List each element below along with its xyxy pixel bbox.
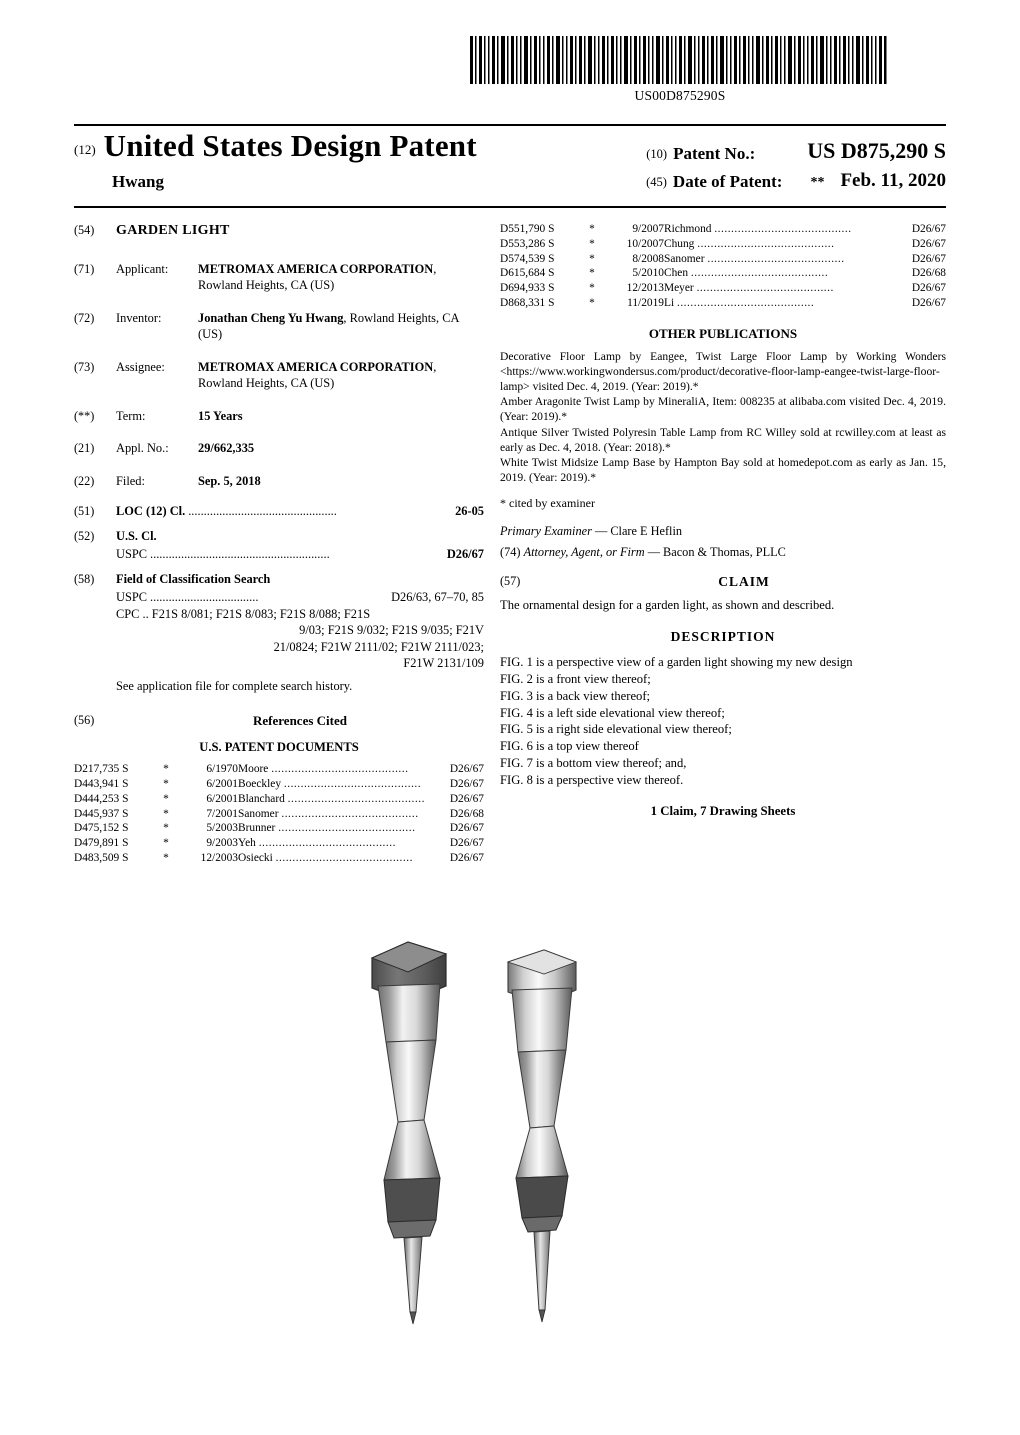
us-patent-documents-heading: U.S. PATENT DOCUMENTS (199, 740, 359, 755)
field-classification-search (74, 571, 484, 695)
cite-star: * (163, 837, 169, 850)
primary-examiner-name: — Clare E Heflin (594, 523, 683, 538)
field-references-cited (74, 712, 484, 729)
applicant-name: METROMAX AMERICA CORPORATION (198, 261, 434, 276)
uspc-value: D26/67 (446, 547, 484, 562)
field-filed-label: Filed: (116, 473, 145, 488)
description-line: FIG. 6 is a top view thereof (500, 739, 639, 754)
cite-patent-number: D444,253 S (74, 792, 129, 805)
cited-by-examiner-note: * cited by examiner (500, 495, 595, 510)
table-row (500, 281, 946, 296)
inventor-name: Jonathan Cheng Yu Hwang (198, 310, 344, 325)
appl-no-value: 29/662,335 (198, 441, 255, 456)
loc-dot-leader: ................................................ (188, 504, 337, 519)
date-label: Date of Patent: (672, 172, 783, 191)
claim-text: The ornamental design for a garden light, as shown and described. (500, 598, 835, 613)
cite-date: 6/2001 (206, 777, 238, 790)
attorney-number: (74) (500, 545, 521, 560)
cite-patent-number: D615,684 S (500, 267, 555, 280)
cite-name: Li ......................................... (664, 297, 815, 310)
cite-patent-number: D553,286 S (500, 237, 555, 250)
table-row (74, 821, 484, 836)
cite-patent-number: D483,509 S (74, 852, 129, 865)
cite-patent-number: D479,891 S (74, 837, 129, 850)
other-publications-heading: OTHER PUBLICATIONS (648, 325, 798, 341)
left-column (74, 222, 484, 866)
cite-date: 5/2003 (206, 822, 238, 835)
cite-class: D26/67 (449, 837, 484, 850)
right-column (500, 222, 946, 820)
loc-value: 26-05 (455, 504, 484, 519)
table-row (74, 836, 484, 851)
header-kind-code: (12) (74, 142, 96, 157)
cite-date: 6/2001 (206, 792, 238, 805)
term-stars: ** (810, 175, 825, 190)
barcode-image (470, 36, 890, 84)
description-line: FIG. 1 is a perspective view of a garden light showing my new design (500, 654, 853, 669)
field-inventor-number: (72) (74, 310, 95, 325)
attorney-line (500, 544, 946, 560)
date-code: (45) (646, 175, 667, 189)
cite-class: D26/67 (911, 237, 946, 250)
garden-light-figures (300, 920, 720, 1340)
fcs-label: Field of Classification Search (116, 571, 271, 586)
cite-patent-number: D694,933 S (500, 282, 555, 295)
cite-class: D26/68 (449, 807, 484, 820)
description-line: FIG. 5 is a right side elevational view thereof; (500, 722, 732, 737)
cite-date: 12/2003 (200, 852, 238, 865)
description-line: FIG. 7 is a bottom view thereof; and, (500, 756, 687, 771)
barcode-number: US00D875290S (634, 88, 726, 103)
cite-name: Boeckley ......................................... (238, 777, 422, 790)
figure-right (508, 950, 576, 1322)
table-row (74, 762, 484, 777)
cite-class: D26/67 (911, 223, 946, 235)
fcs-cpc-line-4: F21W 2131/109 (403, 656, 484, 671)
cite-name: Blanchard ......................................... (238, 792, 425, 805)
patent-number-value: US D875,290 S (807, 138, 946, 163)
cite-name: Meyer ......................................... (664, 282, 834, 295)
patent-number-code: (10) (646, 147, 668, 161)
field-inventor-label: Inventor: (116, 310, 162, 325)
field-refs-number: (56) (74, 713, 95, 728)
applicant-address: , Rowland Heights, CA (US) (198, 261, 437, 293)
cite-star: * (589, 282, 595, 295)
header-inventor-surname: Hwang (112, 172, 164, 191)
cite-class: D26/67 (449, 792, 484, 805)
field-assignee-number: (73) (74, 359, 95, 374)
table-row (74, 792, 484, 807)
cite-class: D26/67 (449, 763, 484, 776)
us-patent-documents-table (74, 762, 484, 866)
cite-star: * (163, 792, 169, 805)
cite-star: * (163, 822, 169, 835)
us-cl-label: U.S. Cl. (116, 528, 157, 543)
cite-name: Sanomer ......................................... (664, 252, 845, 265)
field-assignee (74, 359, 484, 392)
field-loc-class (74, 503, 484, 520)
cite-class: D26/67 (449, 777, 484, 790)
claims-sheets-count: 1 Claim, 7 Drawing Sheets (650, 803, 796, 818)
other-publications-list (500, 350, 946, 485)
figure-left (372, 942, 446, 1324)
cite-name: Yeh ......................................... (238, 837, 396, 850)
cite-date: 11/2019 (627, 297, 664, 310)
page-title: United States Design Patent (103, 128, 477, 163)
table-row (74, 807, 484, 822)
cite-name: Chung ......................................... (664, 237, 835, 250)
uspc-dot-leader: .......................................................... (150, 547, 330, 562)
field-appl-no-number: (21) (74, 441, 95, 456)
table-row (74, 851, 484, 866)
other-publication-entry: Amber Aragonite Twist Lamp by MineraliA, Item: 008235 at alibaba.com visited Dec. 4, 2019. (Year: 2019).* (500, 395, 946, 424)
inventor-address: , Rowland Heights, CA (US) (198, 310, 459, 342)
fcs-cpc-line-2: 9/03; F21S 9/032; F21S 9/035; F21V (299, 623, 484, 638)
cite-star: * (163, 807, 169, 820)
cite-date: 7/2001 (206, 807, 238, 820)
date-value: Feb. 11, 2020 (840, 170, 946, 191)
claim-heading-row (500, 573, 946, 591)
header-bottom-rule (74, 206, 946, 208)
cite-date: 6/1970 (206, 763, 238, 776)
field-loc-number: (51) (74, 504, 95, 519)
cite-star: * (163, 777, 169, 790)
fcs-cpc-line-1: CPC .. F21S 8/081; F21S 8/083; F21S 8/088; F21S (116, 606, 371, 621)
attorney-label: Attorney, Agent, or Firm (523, 545, 645, 560)
other-publication-entry: White Twist Midsize Lamp Base by Hampton Bay sold at homedepot.com as early as Jan. 15, 2019. (Year: 2019).* (500, 456, 946, 484)
cite-date: 9/2007 (632, 223, 664, 235)
barcode-block (470, 36, 890, 104)
cite-patent-number: D475,152 S (74, 822, 129, 835)
field-assignee-label: Assignee: (116, 359, 165, 374)
cite-name: Moore ......................................... (238, 763, 409, 776)
invention-title: GARDEN LIGHT (116, 223, 230, 238)
cite-patent-number: D217,735 S (74, 763, 129, 776)
field-us-cl (74, 528, 484, 563)
description-line: FIG. 3 is a back view thereof; (500, 688, 651, 703)
field-applicant-number: (71) (74, 261, 95, 276)
cite-date: 8/2008 (632, 252, 664, 265)
primary-examiner (500, 523, 946, 539)
cite-star: * (589, 252, 595, 265)
cite-star: * (589, 223, 595, 235)
field-applicant-label: Applicant: (116, 261, 169, 276)
fcs-uspc-dot-leader: ................................... (150, 590, 259, 605)
cite-patent-number: D551,790 S (500, 223, 555, 235)
field-title-number: (54) (74, 223, 95, 237)
cite-patent-number: D443,941 S (74, 777, 129, 790)
cite-date: 5/2010 (632, 267, 664, 280)
cite-class: D26/67 (449, 822, 484, 835)
description-line: FIG. 8 is a perspective view thereof. (500, 773, 684, 787)
field-us-cl-number: (52) (74, 528, 95, 543)
cite-class: D26/67 (911, 297, 946, 310)
patent-number-label: Patent No.: (673, 144, 756, 163)
description-heading: DESCRIPTION (670, 628, 776, 644)
references-cited-heading: References Cited (253, 713, 347, 729)
cite-name: Brunner ......................................... (238, 822, 416, 835)
cite-star: * (589, 237, 595, 250)
fcs-note: See application file for complete search history. (116, 678, 353, 693)
attorney-name: — Bacon & Thomas, PLLC (647, 545, 786, 560)
cite-date: 12/2013 (626, 282, 664, 295)
assignee-address: , Rowland Heights, CA (US) (198, 359, 437, 391)
description-line: FIG. 2 is a front view thereof; (500, 671, 651, 686)
cite-name: Chen ......................................... (664, 267, 829, 280)
field-filed-number: (22) (74, 473, 95, 488)
cite-name: Richmond ......................................... (664, 223, 852, 235)
primary-examiner-label: Primary Examiner (500, 523, 592, 538)
table-row (500, 237, 946, 252)
assignee-name: METROMAX AMERICA CORPORATION (198, 359, 434, 374)
field-title (74, 222, 484, 241)
claim-heading: CLAIM (718, 574, 770, 590)
filed-value: Sep. 5, 2018 (198, 473, 261, 488)
field-term-number: (**) (74, 408, 95, 423)
table-row (500, 222, 946, 237)
cite-name: Osiecki ......................................... (238, 852, 413, 865)
other-publication-entry: Decorative Floor Lamp by Eangee, Twist Large Floor Lamp by Working Wonders <https://www.workingwondersus.com/product/decorative-floor-lamp-eangee-twist-large-floor-lamp> visited Dec. 4, 2019. (Year: 2019).* (500, 350, 946, 393)
claim-number: (57) (500, 574, 521, 589)
field-term-label: Term: (116, 408, 146, 423)
cite-star: * (589, 267, 595, 280)
us-patent-documents-table-continued (500, 222, 946, 311)
table-row (500, 266, 946, 281)
field-appl-no-label: Appl. No.: (116, 441, 169, 456)
field-fcs-number: (58) (74, 571, 95, 586)
field-term (74, 408, 484, 425)
table-row (500, 296, 946, 311)
patent-drawing (300, 920, 720, 1340)
cite-class: D26/67 (911, 282, 946, 295)
field-inventor (74, 310, 484, 343)
cite-patent-number: D445,937 S (74, 807, 129, 820)
field-appl-no (74, 440, 484, 457)
fcs-uspc-value: D26/63, 67–70, 85 (391, 590, 484, 605)
cite-patent-number: D574,539 S (500, 252, 555, 265)
cite-star: * (163, 763, 169, 776)
cite-star: * (163, 852, 169, 865)
term-value: 15 Years (198, 408, 243, 423)
fcs-cpc-line-3: 21/0824; F21W 2111/02; F21W 2111/023; (273, 639, 484, 654)
loc-label: LOC (12) Cl. (116, 504, 186, 519)
description-lines (500, 654, 946, 789)
cite-date: 9/2003 (206, 837, 238, 850)
cite-star: * (589, 297, 595, 310)
fcs-uspc-label: USPC (116, 590, 147, 605)
other-publication-entry: Antique Silver Twisted Polyresin Table Lamp from RC Willey sold at rcwilley.com at least as early as Dec. 4, 2018. (Year: 2018).* (500, 425, 946, 454)
description-line: FIG. 4 is a left side elevational view thereof; (500, 705, 725, 720)
cite-patent-number: D868,331 S (500, 297, 555, 310)
cite-class: D26/67 (449, 852, 484, 865)
cite-class: D26/68 (911, 267, 946, 280)
table-row (500, 252, 946, 267)
table-row (74, 777, 484, 792)
cite-class: D26/67 (911, 252, 946, 265)
cite-date: 10/2007 (626, 237, 664, 250)
header-top-rule (74, 124, 946, 126)
field-applicant (74, 261, 484, 294)
cite-name: Sanomer ......................................... (238, 807, 419, 820)
patent-header (74, 128, 946, 192)
field-filed (74, 473, 484, 490)
uspc-label: USPC (116, 547, 147, 562)
